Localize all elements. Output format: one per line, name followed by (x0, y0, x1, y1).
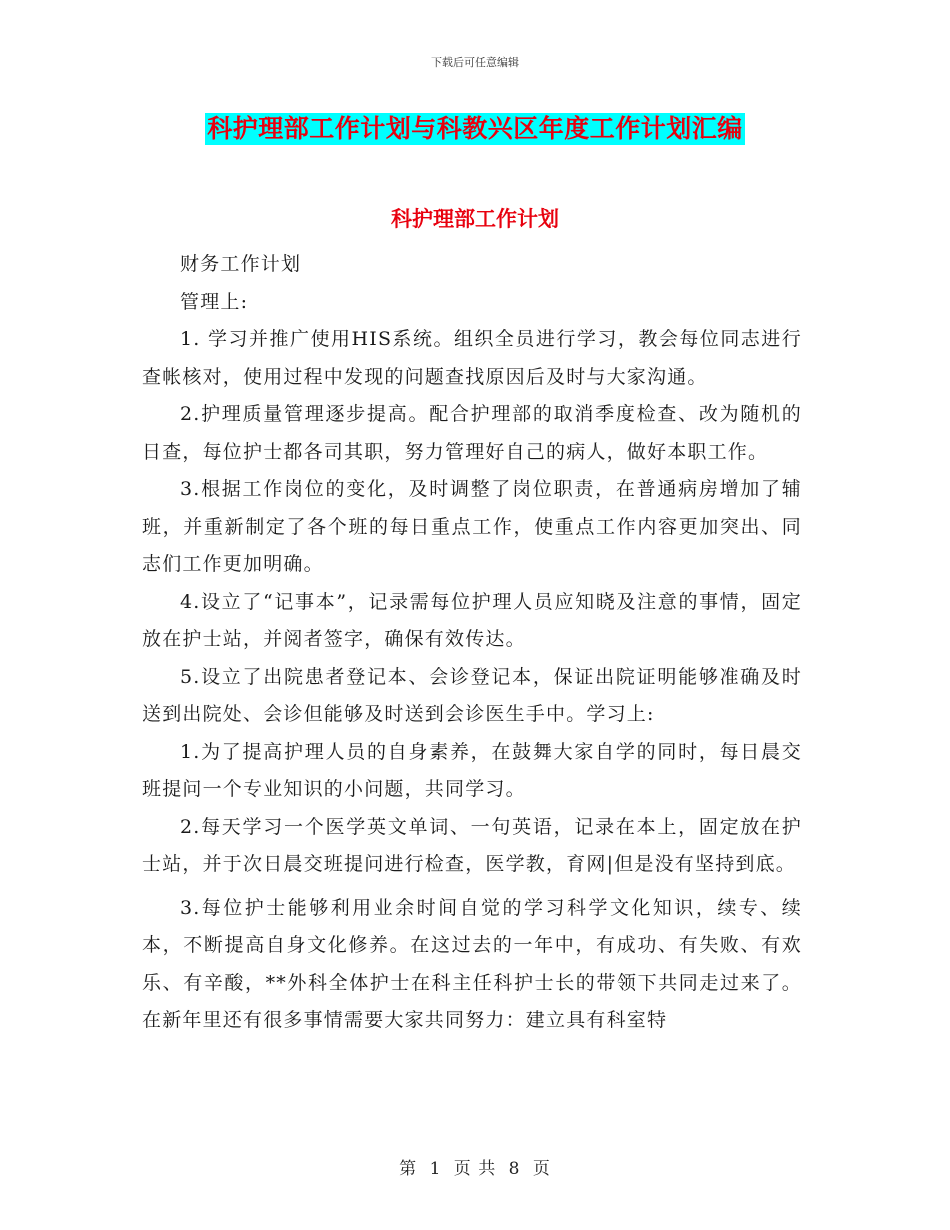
footer-total-pages: 8 (508, 1159, 521, 1179)
paragraph: 5.设立了出院患者登记本、会诊登记本，保证出院证明能够准确及时送到出院处、会诊但能够及时送到会诊医生手中。学习上: (142, 665, 802, 725)
footer-prefix: 第 (399, 1159, 418, 1179)
doc-title: 科护理部工作计划与科教兴区年度工作计划汇编 (207, 114, 743, 143)
paragraph: 3.根据工作岗位的变化，及时调整了岗位职责，在普通病房增加了辅班，并重新制定了各个班的每日重点工作，使重点工作内容更加突出、同志们工作更加明确。 (142, 478, 802, 575)
paragraph: 管理上: (180, 290, 249, 313)
paragraph: 2.每天学习一个医学英文单词、一句英语，记录在本上，固定放在护士站，并于次日晨交班提问进行检查，医学教，育网|但是没有坚持到底。 (142, 815, 802, 875)
paragraph: 3.每位护士能够利用业余时间自觉的学习科学文化知识，续专、续本，不断提高自身文化修养。在这过去的一年中，有成功、有失败、有欢乐、有辛酸，**外科全体护士在科主任科护士长的带领下共同走过来了。在新年里还有很多事情需要大家共同努力：建立具有科室特 (142, 896, 802, 1031)
section-title: 科护理部工作计划 (391, 206, 559, 231)
paragraph: 4.设立了“记事本”，记录需每位护理人员应知晓及注意的事情，固定放在护士站，并阅者签字，确保有效传达。 (142, 590, 802, 650)
footer-middle: 页 共 (453, 1159, 497, 1179)
doc-title-wrap (0, 113, 950, 145)
footer-suffix: 页 (532, 1159, 551, 1179)
paragraph: 1. 学习并推广使用HIS系统。组织全员进行学习，教会每位同志进行查帐核对，使用过程中发现的问题查找原因后及时与大家沟通。 (142, 328, 802, 388)
paragraph: 1.为了提高护理人员的自身素养，在鼓舞大家自学的同时，每日晨交班提问一个专业知识的小问题，共同学习。 (142, 740, 802, 800)
page-footer (0, 1154, 950, 1179)
body-text (142, 246, 802, 1040)
footer-current-page: 1 (429, 1159, 442, 1179)
paragraph: 财务工作计划 (180, 253, 302, 275)
paragraph: 2.护理质量管理逐步提高。配合护理部的取消季度检查、改为随机的日查，每位护士都各司其职，努力管理好自己的病人，做好本职工作。 (142, 403, 802, 463)
header-note: 下载后可任意编辑 (431, 56, 519, 69)
